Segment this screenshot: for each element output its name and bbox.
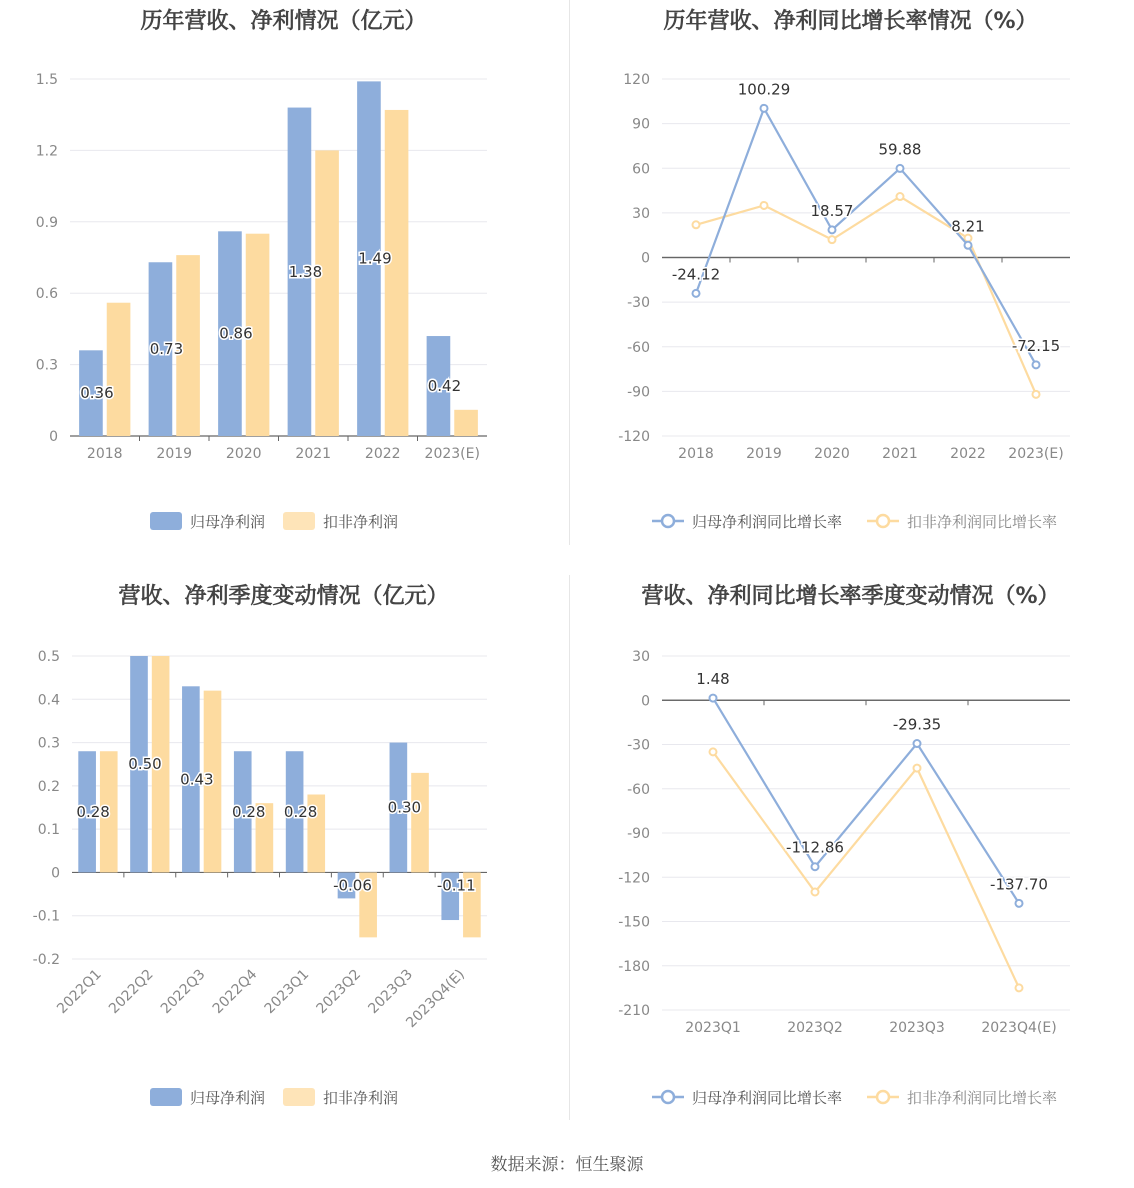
point-net-profit-growth (1016, 900, 1023, 907)
chart-title: 营收、净利季度变动情况（亿元） (118, 584, 449, 609)
data-source-note: 数据来源：恒生聚源 (490, 1155, 644, 1175)
point-deducted-growth (693, 221, 700, 228)
chart-quarterly-growth (567, 575, 1134, 1135)
legend-label: 扣非净利润同比增长率 (907, 1089, 1058, 1107)
data-label: -72.15 (1011, 336, 1061, 355)
legend-marker (662, 1091, 674, 1103)
bar-deducted-net-profit (315, 150, 339, 436)
data-label: 0.73 (149, 340, 184, 359)
line-deducted-growth (713, 752, 1019, 988)
point-deducted-growth (965, 235, 972, 242)
y-tick-label: -150 (618, 914, 650, 931)
y-tick-label: 0.1 (37, 822, 60, 839)
point-net-profit-growth (829, 226, 836, 233)
data-label: 0.42 (427, 377, 462, 396)
legend-label: 归母净利润同比增长率 (692, 1089, 843, 1107)
data-label: 0.50 (128, 755, 162, 774)
x-tick-label: 2018 (678, 446, 714, 462)
point-net-profit-growth (897, 165, 904, 172)
legend-marker (877, 1091, 889, 1103)
point-net-profit-growth (965, 242, 972, 249)
y-tick-label: 0 (49, 429, 58, 445)
data-label: 0.30 (387, 798, 422, 817)
y-tick-label: -120 (618, 429, 650, 445)
data-label: -0.11 (436, 876, 476, 895)
chart-panel-quarterly-growth (567, 575, 1134, 1135)
point-deducted-growth (1033, 391, 1040, 398)
data-label: -137.70 (990, 875, 1048, 894)
data-label: 1.38 (288, 262, 323, 281)
legend-label: 归母净利润 (190, 1089, 266, 1107)
y-tick-label: 0 (51, 865, 60, 882)
data-label: 0.28 (283, 802, 318, 821)
x-tick-label: 2023Q3 (365, 966, 417, 1018)
data-label: 0.86 (219, 324, 253, 343)
x-tick-label: 2023Q1 (261, 966, 313, 1018)
point-deducted-growth (812, 889, 819, 896)
x-tick-label: 2022Q2 (106, 966, 157, 1018)
data-label: 0.28 (76, 802, 110, 821)
data-label: -112.86 (786, 838, 844, 857)
data-label: 18.57 (810, 201, 854, 220)
bar-deducted-net-profit (411, 773, 429, 873)
y-tick-label: 1.2 (35, 143, 58, 160)
x-tick-label: 2020 (814, 446, 850, 462)
legend-label: 扣非净利润 (323, 513, 399, 531)
y-tick-label: 0 (641, 250, 650, 267)
y-tick-label: -0.1 (32, 908, 60, 925)
y-tick-label: 90 (632, 116, 650, 133)
x-tick-label: 2019 (156, 446, 193, 462)
y-tick-label: 0.3 (37, 735, 60, 752)
y-tick-label: 0.9 (35, 214, 58, 231)
chart-title: 营收、净利同比增长率季度变动情况（%） (641, 584, 1060, 609)
y-tick-label: 0.5 (37, 649, 60, 665)
x-tick-label: 2021 (882, 446, 918, 462)
legend-swatch (283, 512, 315, 530)
y-tick-label: 0.2 (37, 778, 60, 795)
line-deducted-growth (696, 197, 1036, 395)
y-tick-label: 30 (632, 205, 650, 222)
y-tick-label: -90 (627, 826, 650, 842)
point-deducted-growth (914, 765, 921, 772)
x-tick-label: 2023Q3 (889, 1020, 945, 1036)
point-deducted-growth (761, 202, 768, 209)
y-tick-label: 1.5 (35, 72, 58, 88)
point-net-profit-growth (914, 740, 921, 747)
chart-annual-growth (567, 0, 1134, 560)
data-label: 59.88 (878, 140, 922, 159)
legend-swatch (150, 512, 182, 530)
y-tick-label: -30 (627, 737, 650, 754)
x-tick-label: 2023Q1 (685, 1020, 741, 1036)
chart-panel-annual-profit (0, 0, 567, 560)
x-tick-label: 2022 (950, 446, 986, 462)
y-tick-label: -30 (627, 295, 650, 312)
x-tick-label: 2023Q2 (787, 1020, 843, 1036)
y-tick-label: 0.3 (35, 357, 58, 374)
legend-swatch (150, 1088, 182, 1106)
legend-label: 归母净利润 (190, 513, 266, 531)
y-tick-label: -90 (627, 384, 650, 401)
y-tick-label: 30 (632, 649, 650, 665)
point-net-profit-growth (710, 695, 717, 702)
y-tick-label: -210 (618, 1003, 650, 1019)
y-tick-label: -0.2 (32, 952, 60, 968)
y-tick-label: 0 (641, 693, 650, 710)
data-label: 1.49 (358, 249, 392, 268)
point-deducted-growth (710, 748, 717, 755)
legend-label: 扣非净利润 (323, 1089, 399, 1107)
line-net-profit-growth (696, 108, 1036, 365)
data-label: 0.43 (180, 770, 214, 789)
x-tick-label: 2023Q4(E) (981, 1020, 1057, 1036)
data-label: -29.35 (892, 715, 942, 734)
legend-marker (662, 515, 674, 527)
data-label: 0.28 (232, 802, 266, 821)
point-net-profit-growth (761, 105, 768, 112)
data-label: -24.12 (671, 265, 721, 284)
x-tick-label: 2023(E) (1008, 446, 1064, 462)
point-deducted-growth (829, 236, 836, 243)
bar-deducted-net-profit (385, 110, 409, 436)
legend-label: 扣非净利润同比增长率 (907, 513, 1058, 531)
legend-swatch (283, 1088, 315, 1106)
point-net-profit-growth (812, 863, 819, 870)
point-deducted-growth (897, 193, 904, 200)
chart-quarterly-profit (0, 575, 567, 1135)
chart-title: 历年营收、净利情况（亿元） (140, 9, 427, 34)
data-label: 8.21 (951, 217, 985, 236)
data-label: 0.36 (80, 384, 114, 403)
bar-deducted-net-profit (107, 303, 131, 436)
y-tick-label: 120 (623, 72, 650, 88)
line-net-profit-growth (713, 698, 1019, 903)
x-tick-label: 2023Q2 (313, 966, 365, 1018)
vertical-divider-bottom (569, 575, 570, 1120)
x-tick-label: 2023(E) (424, 446, 480, 462)
y-tick-label: 60 (632, 161, 650, 178)
data-label: -0.06 (333, 876, 372, 895)
x-tick-label: 2018 (86, 446, 123, 462)
y-tick-label: -60 (627, 339, 650, 356)
chart-title: 历年营收、净利同比增长率情况（%） (663, 9, 1038, 34)
chart-panel-annual-growth (567, 0, 1134, 560)
x-tick-label: 2019 (746, 446, 782, 462)
y-tick-label: -60 (627, 781, 650, 798)
vertical-divider-top (569, 0, 570, 545)
y-tick-label: -180 (618, 958, 650, 975)
data-label: 1.48 (696, 670, 730, 689)
y-tick-label: 0.4 (37, 692, 60, 709)
chart-annual-profit (0, 0, 567, 560)
x-tick-label: 2020 (225, 446, 262, 462)
x-tick-label: 2022Q1 (54, 966, 105, 1018)
point-net-profit-growth (1033, 361, 1040, 368)
x-tick-label: 2022Q4 (209, 966, 261, 1018)
x-tick-label: 2022 (364, 446, 401, 462)
x-tick-label: 2022Q3 (157, 966, 209, 1018)
point-net-profit-growth (693, 290, 700, 297)
bar-deducted-net-profit (454, 410, 478, 436)
legend-marker (877, 515, 889, 527)
x-tick-label: 2023Q4(E) (403, 966, 468, 1032)
legend-label: 归母净利润同比增长率 (692, 513, 843, 531)
point-deducted-growth (1016, 984, 1023, 991)
x-tick-label: 2021 (295, 446, 332, 462)
chart-panel-quarterly-profit (0, 575, 567, 1135)
y-tick-label: 0.6 (35, 286, 58, 303)
data-label: 100.29 (737, 80, 791, 99)
y-tick-label: -120 (618, 870, 650, 887)
